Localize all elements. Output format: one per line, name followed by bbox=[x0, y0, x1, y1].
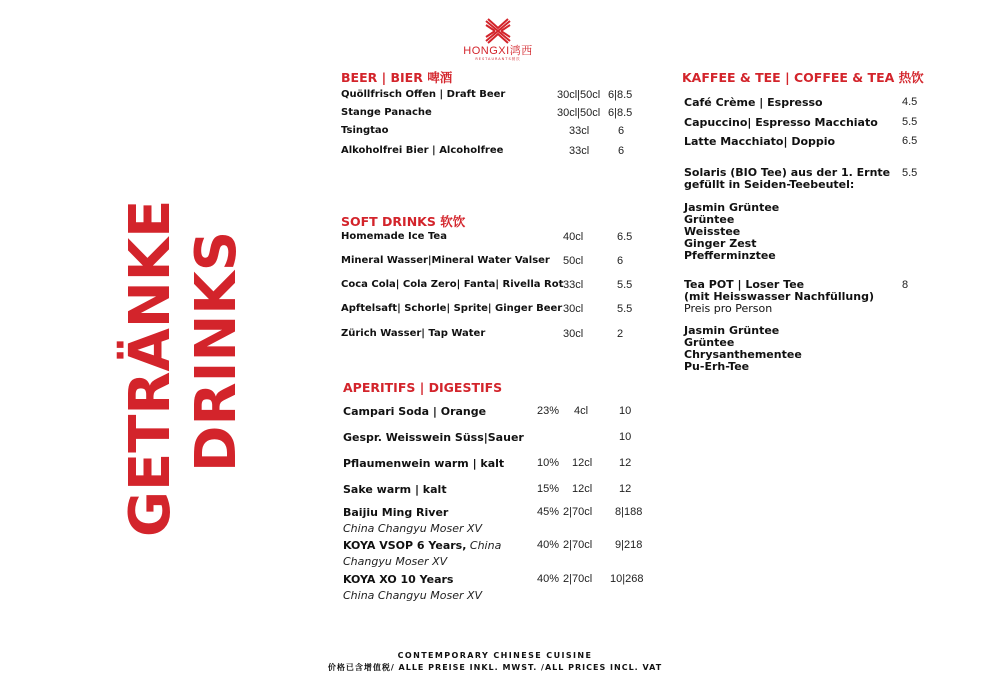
solaris-tea-block bbox=[684, 167, 890, 191]
item-price: 6 bbox=[618, 125, 625, 137]
logo-mark-icon bbox=[485, 18, 511, 44]
item-name: Pflaumenwein warm | kalt bbox=[343, 457, 505, 470]
teapot-title: Tea POT | Loser Tee bbox=[684, 278, 805, 291]
section-title-beer: BEER | BIER 啤酒 bbox=[341, 70, 453, 85]
item-name: Latte Macchiato| Doppio bbox=[684, 135, 836, 148]
item-price: 12 bbox=[619, 457, 632, 469]
section-title-aperitifs: APERITIFS | DIGESTIFS bbox=[343, 380, 503, 395]
item-abv: 40% bbox=[537, 539, 560, 551]
item-name: Café Crème | Espresso bbox=[684, 96, 823, 109]
tea-variety: Pu-Erh-Tee bbox=[684, 360, 750, 373]
solaris-subtitle: gefüllt in Seiden-Teebeutel: bbox=[684, 178, 855, 191]
item-name: KOYA VSOP 6 Years, bbox=[343, 539, 467, 552]
item-size: 12cl bbox=[572, 457, 593, 469]
item-name: Quöllfrisch Offen | Draft Beer bbox=[341, 89, 506, 100]
tea-variety: Ginger Zest bbox=[684, 237, 757, 250]
item-abv: 40% bbox=[537, 573, 560, 585]
menu-item bbox=[343, 483, 447, 496]
item-size: 33cl bbox=[563, 279, 584, 291]
tea-variety: Grüntee bbox=[684, 336, 735, 349]
teapot-note: Preis pro Person bbox=[684, 302, 773, 315]
section-title-soft-drinks: SOFT DRINKS 软饮 bbox=[341, 214, 466, 229]
section-title-coffee-tea: KAFFEE & TEE | COFFEE & TEA 热饮 bbox=[682, 70, 924, 85]
item-name: Mineral Wasser|Mineral Water Valser bbox=[341, 255, 550, 266]
item-name: Tsingtao bbox=[341, 125, 389, 136]
footer-vat-note: 价格已含增值税/ ALLE PREISE INKL. MWST. /ALL PRICES INCL. VAT bbox=[327, 663, 663, 672]
solaris-price: 5.5 bbox=[902, 167, 918, 179]
item-price: 2 bbox=[617, 328, 624, 340]
item-origin: Changyu Moser XV bbox=[343, 555, 448, 568]
item-price: 10 bbox=[619, 405, 632, 417]
item-size: 2|70cl bbox=[563, 539, 593, 551]
item-price: 10|268 bbox=[610, 573, 644, 585]
menu-item bbox=[341, 255, 550, 266]
title-drinks: DRINKS bbox=[184, 230, 249, 472]
menu-item bbox=[684, 96, 823, 109]
item-size: 30cl bbox=[563, 328, 584, 340]
title-getraenke: GETRÄNKE bbox=[118, 199, 183, 537]
item-price: 6 bbox=[618, 145, 625, 157]
item-name: Campari Soda | Orange bbox=[343, 405, 487, 418]
menu-item bbox=[341, 89, 505, 100]
item-name: Apftelsaft| Schorle| Sprite| Ginger Beer bbox=[341, 303, 563, 314]
item-size: 40cl bbox=[563, 231, 584, 243]
tea-variety: Weisstee bbox=[684, 225, 741, 238]
footer-tagline: CONTEMPORARY CHINESE CUISINE bbox=[397, 651, 593, 660]
menu-item bbox=[341, 145, 503, 156]
item-size: 30cl|50cl bbox=[557, 107, 601, 119]
menu-item bbox=[343, 573, 453, 586]
teapot-price: 8 bbox=[902, 279, 909, 291]
solaris-title: Solaris (BIO Tee) aus der 1. Ernte bbox=[684, 166, 891, 179]
item-name: Stange Panache bbox=[341, 107, 432, 118]
item-price: 4.5 bbox=[902, 96, 918, 108]
item-size: 30cl bbox=[563, 303, 584, 315]
item-name: Capuccino| Espresso Macchiato bbox=[684, 116, 878, 129]
item-name: KOYA XO 10 Years bbox=[343, 573, 454, 586]
teapot-tea-list bbox=[684, 325, 802, 373]
tea-variety: Jasmin Grüntee bbox=[684, 324, 780, 337]
item-price: 6|8.5 bbox=[608, 89, 633, 101]
menu-item bbox=[341, 107, 432, 118]
solaris-tea-list bbox=[684, 202, 779, 262]
item-size: 50cl bbox=[563, 255, 584, 267]
item-size: 2|70cl bbox=[563, 573, 593, 585]
item-name: Sake warm | kalt bbox=[343, 483, 447, 496]
menu-item bbox=[341, 328, 485, 339]
item-size: 33cl bbox=[569, 125, 590, 137]
menu-item bbox=[343, 506, 448, 519]
item-price: 12 bbox=[619, 483, 632, 495]
menu-item bbox=[684, 116, 878, 129]
item-price: 8|188 bbox=[615, 506, 643, 518]
item-origin: China Changyu Moser XV bbox=[343, 589, 483, 602]
tea-variety: Grüntee bbox=[684, 213, 735, 226]
menu-item bbox=[341, 231, 447, 242]
item-size: 4cl bbox=[574, 405, 589, 417]
menu-item bbox=[341, 125, 389, 136]
item-price: 6.5 bbox=[617, 231, 633, 243]
tea-variety: Jasmin Grüntee bbox=[684, 201, 780, 214]
item-size: 33cl bbox=[569, 145, 590, 157]
item-size: 30cl|50cl bbox=[557, 89, 601, 101]
item-size: 12cl bbox=[572, 483, 593, 495]
item-name: Alkoholfrei Bier | Alcoholfree bbox=[341, 145, 504, 156]
item-name: Coca Cola| Cola Zero| Fanta| Rivella Rot bbox=[341, 279, 564, 290]
item-size: 2|70cl bbox=[563, 506, 593, 518]
item-price: 5.5 bbox=[617, 303, 633, 315]
teapot-block bbox=[684, 279, 874, 315]
item-abv: 45% bbox=[537, 506, 560, 518]
item-price: 5.5 bbox=[902, 116, 918, 128]
item-price: 6|8.5 bbox=[608, 107, 633, 119]
menu-item bbox=[343, 405, 486, 418]
item-name: Zürich Wasser| Tap Water bbox=[341, 328, 486, 339]
item-name: Gespr. Weisswein Süss|Sauer bbox=[343, 431, 524, 444]
item-price: 10 bbox=[619, 431, 632, 443]
menu-item bbox=[684, 135, 835, 148]
menu-item bbox=[343, 431, 524, 444]
tea-variety: Chrysanthementee bbox=[684, 348, 802, 361]
item-name: Baijiu Ming River bbox=[343, 506, 449, 519]
teapot-subtitle: (mit Heisswasser Nachfüllung) bbox=[684, 290, 874, 303]
logo-subtitle: RESTAURANTS餐饮 bbox=[475, 57, 521, 61]
item-name: Homemade Ice Tea bbox=[341, 231, 447, 242]
menu-item bbox=[343, 539, 501, 552]
item-abv: 10% bbox=[537, 457, 560, 469]
restaurant-logo bbox=[448, 18, 548, 62]
item-price: 6 bbox=[617, 255, 624, 267]
menu-item bbox=[343, 457, 504, 470]
item-origin-inline: China bbox=[466, 539, 502, 552]
logo-name: HONGXI鸿西 bbox=[463, 45, 533, 57]
item-abv: 23% bbox=[537, 405, 560, 417]
item-abv: 15% bbox=[537, 483, 560, 495]
item-price: 9|218 bbox=[615, 539, 643, 551]
item-origin: China Changyu Moser XV bbox=[343, 522, 483, 535]
menu-item bbox=[341, 303, 562, 314]
item-price: 6.5 bbox=[902, 135, 918, 147]
tea-variety: Pfefferminztee bbox=[684, 249, 776, 262]
item-price: 5.5 bbox=[617, 279, 633, 291]
menu-item bbox=[341, 279, 563, 290]
